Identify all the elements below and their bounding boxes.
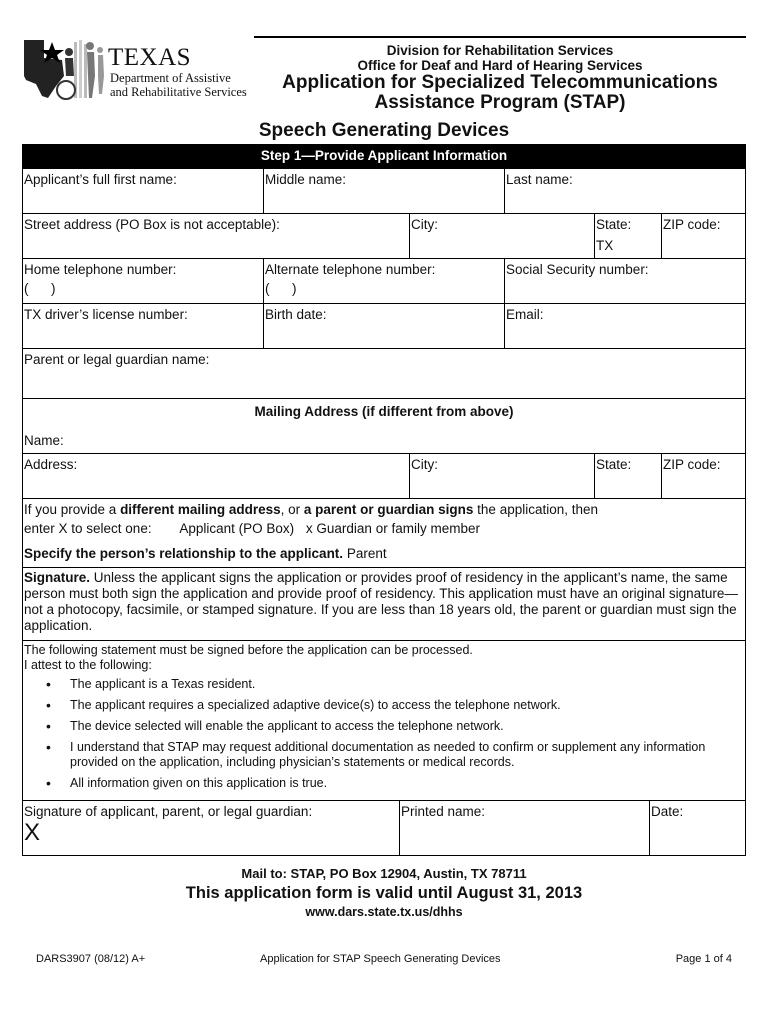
mailing-zip-label: ZIP code:: [663, 457, 721, 472]
signature-row: [23, 800, 745, 855]
office-name: Office for Deaf and Hard of Hearing Services: [357, 58, 643, 73]
date-label: Date:: [651, 804, 684, 819]
logo-subtitle-line1: Department of Assistive: [110, 71, 231, 85]
texas-star-people-icon: [22, 36, 108, 102]
name-row: [23, 168, 745, 213]
selection-instruction: [24, 501, 744, 518]
city-field[interactable]: [409, 214, 594, 258]
mailing-name-row: [23, 398, 745, 453]
attestation-item: • The device selected will enable the applicant to access the telephone network.: [46, 719, 744, 734]
printed-name-label: Printed name:: [401, 804, 486, 819]
relationship-value: Parent: [346, 546, 387, 561]
street-address-label: Street address (PO Box is not acceptable):: [24, 217, 280, 232]
dars-logo: [22, 36, 254, 106]
form-footer-title: Application for STAP Speech Generating Devices: [260, 953, 501, 965]
birth-date-label: Birth date:: [265, 307, 327, 322]
option-guardian-family[interactable]: x Guardian or family member: [305, 521, 480, 536]
guardian-row: [23, 348, 745, 398]
mailing-address-label: Address:: [24, 457, 78, 472]
attestation-item: • The applicant requires a specialized adaptive device(s) to access the telephone network.: [46, 698, 744, 713]
last-name-label: Last name:: [506, 172, 573, 187]
mailing-zip-field[interactable]: [661, 454, 745, 498]
phone-row: [23, 258, 745, 303]
signature-label: Signature of applicant, parent, or legal guardian:: [24, 804, 313, 819]
logo-title: TEXAS: [108, 44, 192, 71]
home-phone-value: ( ): [24, 281, 56, 296]
zip-label: ZIP code:: [663, 217, 721, 232]
mailing-address-row: [23, 453, 745, 498]
selection-row: [23, 498, 745, 543]
application-title-line2: Assistance Program (STAP): [374, 92, 626, 113]
alt-phone-field[interactable]: [263, 259, 504, 303]
signature-mark: X: [24, 819, 41, 846]
attestation-item: • All information given on this application is true.: [46, 776, 744, 791]
page-number: Page 1 of 4: [675, 953, 732, 965]
email-field[interactable]: [504, 304, 745, 348]
state-field[interactable]: [594, 214, 661, 258]
alt-phone-value: ( ): [265, 281, 297, 296]
application-form: [22, 144, 746, 856]
selection-options: [24, 520, 744, 537]
attestation-block: [23, 641, 745, 800]
selection-text-post: the application, then: [473, 502, 599, 517]
mailing-name-label: Name:: [24, 433, 64, 448]
first-name-label: Applicant’s full first name:: [24, 172, 177, 187]
home-phone-label: Home telephone number:: [24, 262, 177, 277]
form-header: [22, 36, 746, 144]
signature-info-body: Unless the applicant signs the application or provides proof of residency in the applicant’s name, the same person must both sign the application and provide proof of residency. This application must have an original signature—not a photocopy, facsimile, or stamped signature. If you are less than 18 years old, the parent or guardian must sign the application.: [24, 570, 738, 633]
logo-subtitle-line2: and Rehabilitative Services: [110, 85, 247, 99]
form-id: DARS3907 (08/12) A+: [36, 953, 146, 965]
attestation-row: [23, 640, 745, 800]
signature-info-row: [23, 567, 745, 640]
option-applicant-po-box[interactable]: Applicant (PO Box): [179, 521, 295, 536]
middle-name-label: Middle name:: [265, 172, 347, 187]
relationship-row: [23, 543, 745, 567]
website-link[interactable]: www.dars.state.tx.us/dhhs: [305, 905, 463, 919]
selection-text-mid: , or: [280, 502, 304, 517]
mailing-city-field[interactable]: [409, 454, 594, 498]
signature-field[interactable]: [23, 801, 399, 855]
attestation-list: [46, 677, 744, 791]
relationship-field[interactable]: [23, 543, 745, 567]
first-name-field[interactable]: [23, 169, 263, 213]
birth-date-field[interactable]: [263, 304, 504, 348]
signature-info-text: [23, 568, 745, 640]
license-label: TX driver’s license number:: [24, 307, 188, 322]
state-value: TX: [596, 238, 614, 253]
selection-text-pre: If you provide a: [24, 502, 121, 517]
guardian-name-field[interactable]: [23, 349, 745, 398]
selection-text-bold2: a parent or guardian signs: [303, 502, 474, 517]
relationship-label: Specify the person’s relationship to the applicant.: [24, 546, 344, 561]
division-name: Division for Rehabilitation Services: [386, 43, 614, 58]
mailing-state-label: State:: [596, 457, 632, 472]
state-label: State:: [596, 217, 632, 232]
alt-phone-label: Alternate telephone number:: [265, 262, 436, 277]
email-label: Email:: [506, 307, 544, 322]
mailing-state-field[interactable]: [594, 454, 661, 498]
home-phone-field[interactable]: [23, 259, 263, 303]
license-field[interactable]: [23, 304, 263, 348]
selection-text-bold1: different mailing address: [120, 502, 281, 517]
street-address-field[interactable]: [23, 214, 409, 258]
attestation-item: • I understand that STAP may request additional documentation as needed to confirm or supplement any information provided on the application, including physician’s statements or medical records.: [46, 740, 744, 770]
title-block: [254, 36, 746, 114]
mailing-address-field[interactable]: [23, 454, 409, 498]
mail-to: Mail to: STAP, PO Box 12904, Austin, TX 78711: [241, 866, 527, 881]
last-name-field[interactable]: [504, 169, 745, 213]
mailing-heading: Mailing Address (if different from above): [254, 404, 514, 419]
city-label: City:: [411, 217, 438, 232]
validity-notice: This application form is valid until August 31, 2013: [185, 884, 583, 902]
selection-block: [23, 499, 745, 543]
ssn-label: Social Security number:: [506, 262, 649, 277]
signature-info-label: Signature.: [24, 570, 91, 585]
selection-prefix: enter X to select one:: [24, 521, 152, 536]
attestation-item: • The applicant is a Texas resident.: [46, 677, 744, 692]
footer: [0, 866, 768, 920]
ssn-field[interactable]: [504, 259, 745, 303]
attestation-intro1: The following statement must be signed before the application can be processed.: [24, 643, 473, 657]
license-row: [23, 303, 745, 348]
mailing-city-label: City:: [411, 457, 438, 472]
mailing-name-block[interactable]: [23, 399, 745, 453]
step1-heading: Step 1—Provide Applicant Information: [23, 144, 745, 168]
guardian-name-label: Parent or legal guardian name:: [24, 352, 210, 367]
form-subtitle: Speech Generating Devices: [258, 120, 510, 141]
application-title-line1: Application for Specialized Telecommunications: [282, 72, 718, 93]
date-field[interactable]: [649, 801, 745, 855]
middle-name-field[interactable]: [263, 169, 504, 213]
zip-field[interactable]: [661, 214, 745, 258]
attestation-intro2: I attest to the following:: [24, 658, 152, 672]
street-row: [23, 213, 745, 258]
printed-name-field[interactable]: [399, 801, 649, 855]
